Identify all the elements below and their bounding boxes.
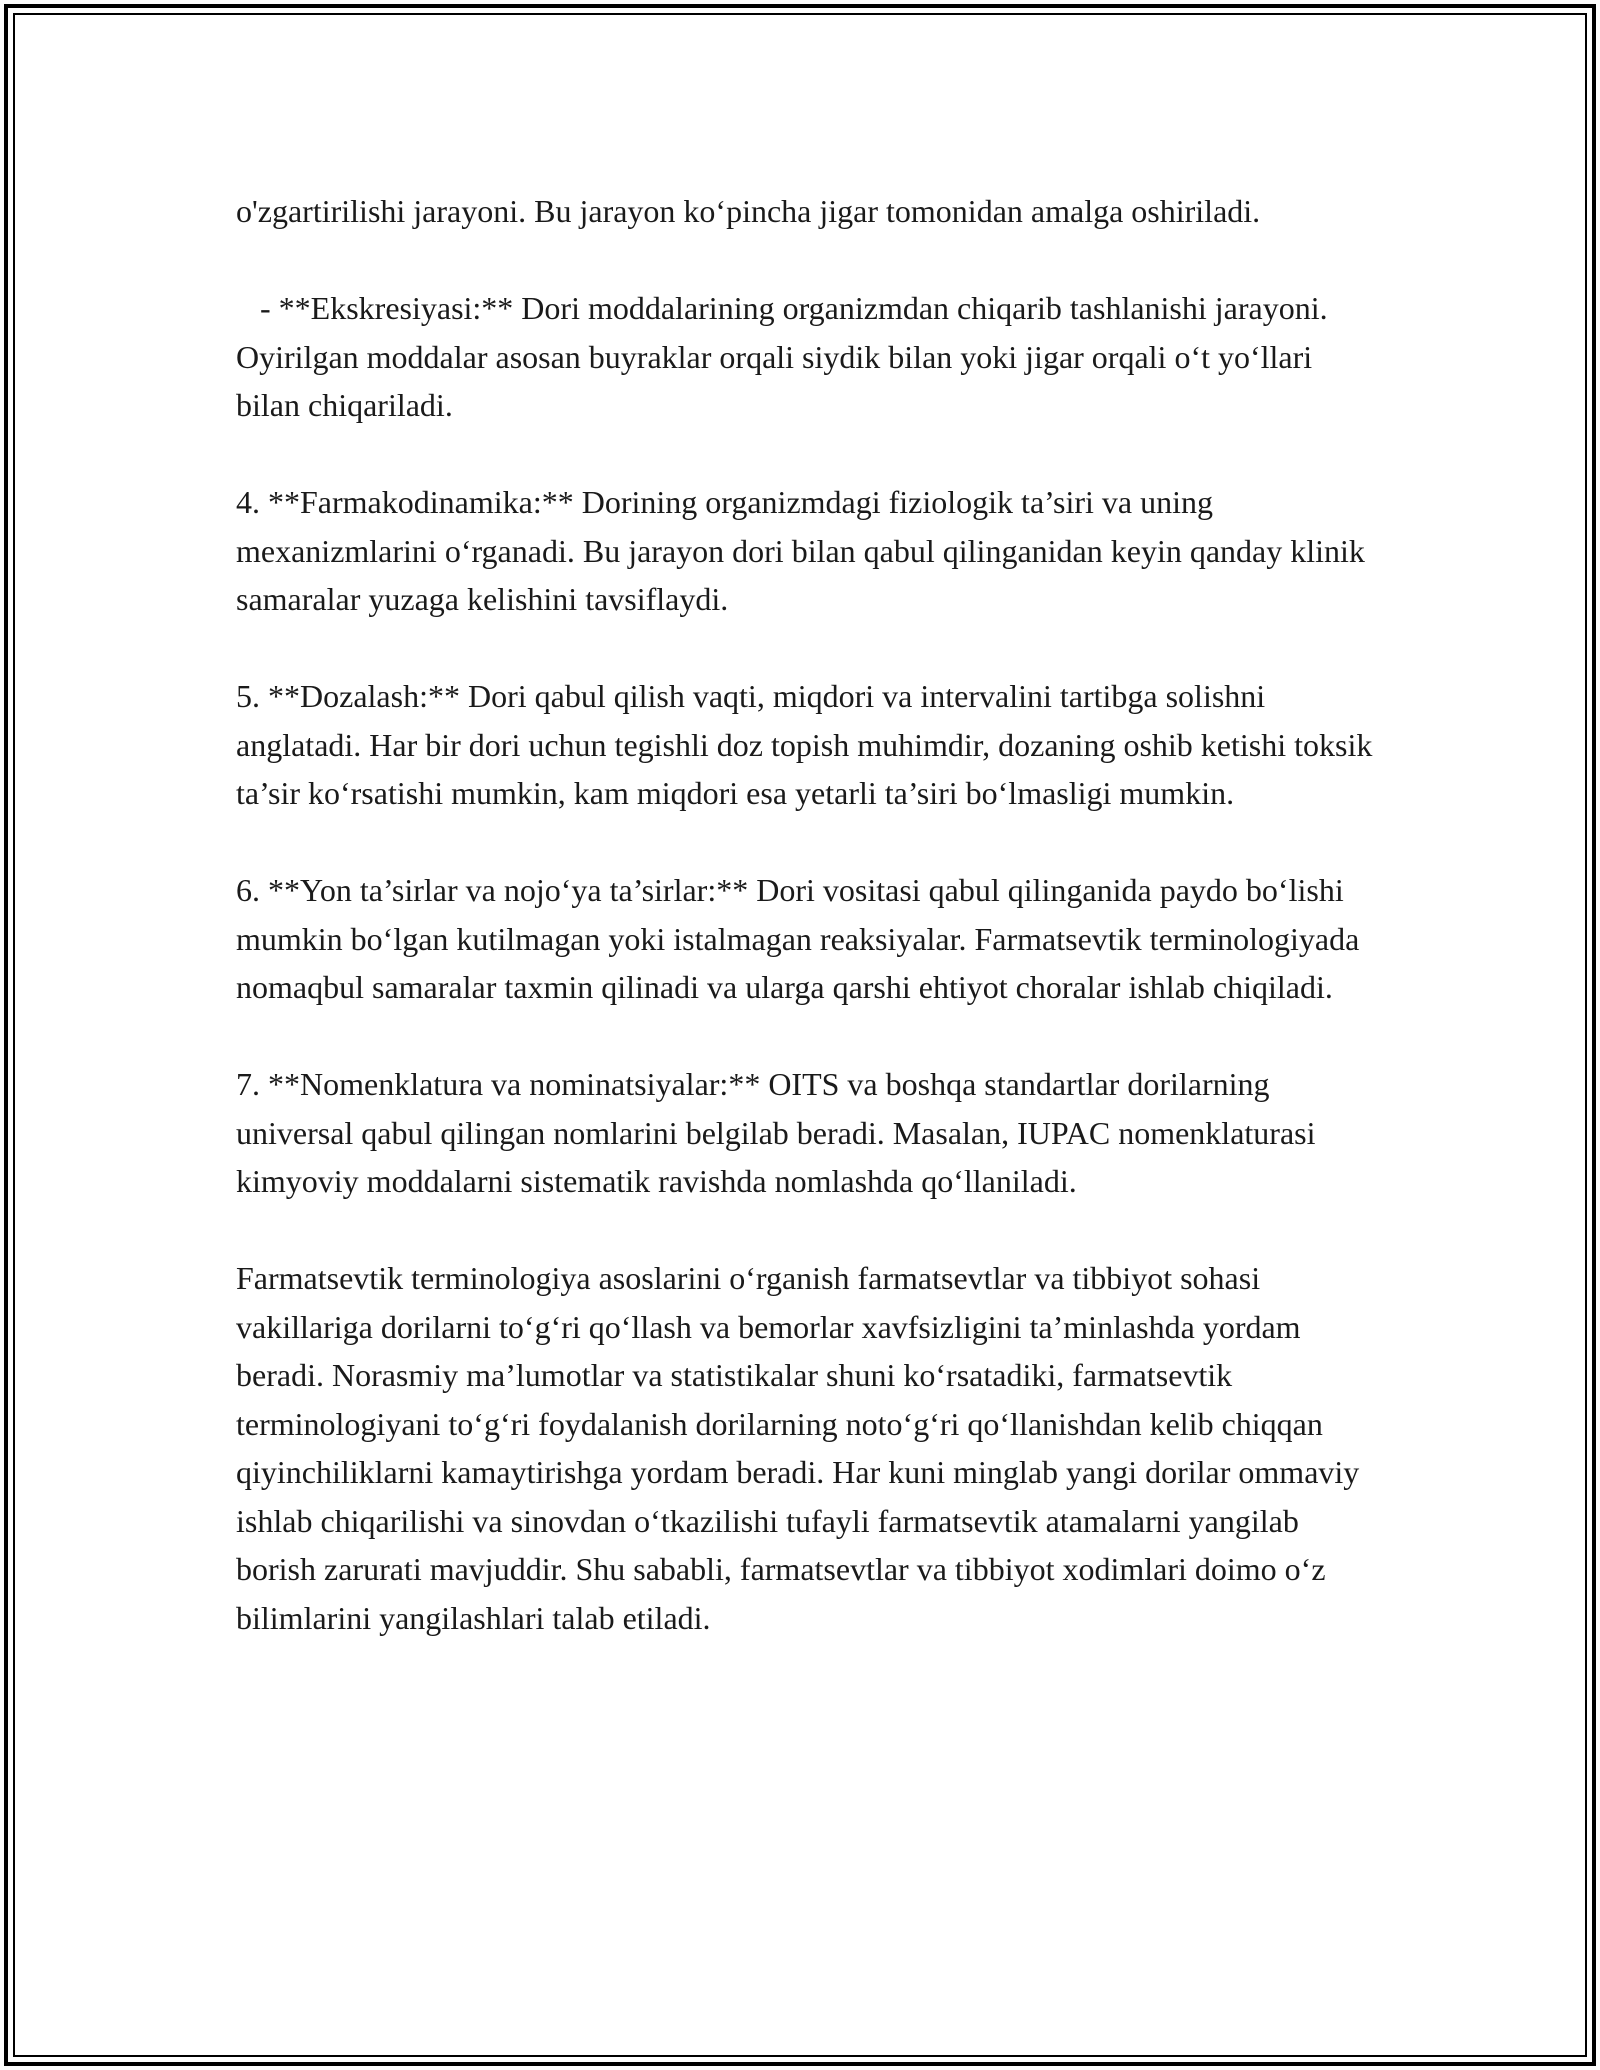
document-body: [236, 187, 1381, 1642]
paragraph-dosing: 5. **Dozalash:** Dori qabul qilish vaqti, miqdori va intervalini tartibga solishni anglatadi. Har bir dori uchun tegishli doz topish muhimdir, dozaning oshib ketishi toksik ta’sir ko‘rsatishi mumkin, kam miqdori esa yetarli ta’siri bo‘lmasligi mumkin.: [236, 678, 1381, 811]
paragraph-excretion: - **Ekskresiyasi:** Dori moddalarining organizmdan chiqarib tashlanishi jarayoni. Oyirilgan moddalar asosan buyraklar orqali siydik bilan yoki jigar orqali o‘t yo‘llari bilan chiqariladi.: [236, 290, 1336, 423]
paragraph-side-effects: 6. **Yon ta’sirlar va nojo‘ya ta’sirlar:** Dori vositasi qabul qilinganida paydo bo‘lishi mumkin bo‘lgan kutilmagan yoki istalmagan reaksiyalar. Farmatsevtik terminologiyada nomaqbul samaralar taxmin qilinadi va ularga qarshi ehtiyot choralar ishlab chiqiladi.: [236, 872, 1368, 1005]
paragraph-pharmacodynamics: 4. **Farmakodinamika:** Dorining organizmdagi fiziologik ta’siri va uning mexanizmlarini o‘rganadi. Bu jarayon dori bilan qabul qilinganidan keyin qanday klinik samaralar yuzaga kelishini tavsiflaydi.: [236, 484, 1373, 617]
paragraph-nomenclature: 7. **Nomenklatura va nominatsiyalar:** OITS va boshqa standartlar dorilarning universal qabul qilingan nomlarini belgilab beradi. Masalan, IUPAC nomenklaturasi kimyoviy moddalarni sistematik ravishda nomlashda qo‘llaniladi.: [236, 1066, 1324, 1199]
paragraph-conclusion: Farmatsevtik terminologiya asoslarini o‘rganish farmatsevtlar va tibbiyot sohasi vakillariga dorilarni to‘g‘ri qo‘llash va bemorlar xavfsizligini ta’minlashda yordam beradi. Norasmiy ma’lumotlar va statistikalar shuni ko‘rsatadiki, farmatsevtik terminologiyani to‘g‘ri foydalanish dorilarning noto‘g‘ri qo‘llanishdan kelib chiqqan qiyinchiliklarni kamaytirishga yordam beradi. Har kuni minglab yangi dorilar ommaviy ishlab chiqarilishi va sinovdan o‘tkazilishi tufayli farmatsevtik atamalarni yangilab borish zarurati mavjuddir. Shu sababli, farmatsevtlar va tibbiyot xodimlari doimo o‘z bilimlarini yangilashlari talab etiladi.: [236, 1260, 1368, 1636]
paragraph-metabolism-continuation: o'zgartirilishi jarayoni. Bu jarayon ko‘pincha jigar tomonidan amalga oshiriladi.: [236, 193, 1261, 229]
